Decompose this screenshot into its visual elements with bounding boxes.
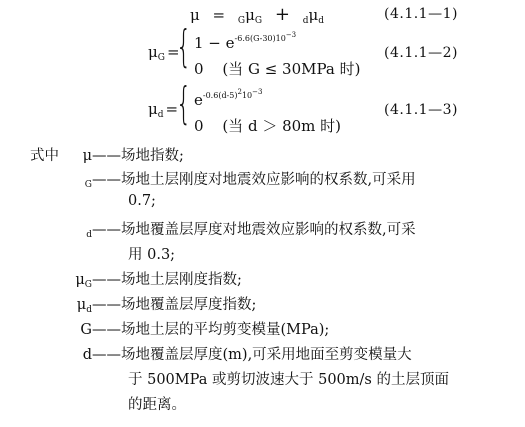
left-brace: {	[176, 21, 192, 72]
definition-row	[70, 343, 412, 364]
equation-2-case-2	[194, 58, 360, 79]
definition-text: ——场地土层刚度指数;	[92, 272, 242, 288]
equation-2-case-1	[194, 31, 296, 52]
definition-continuation: 用 0.3;	[128, 247, 176, 263]
equation-3-case-1	[194, 88, 262, 109]
definition-subscript: G	[84, 280, 92, 290]
definition-text: ——场地覆盖层厚度指数;	[92, 297, 257, 313]
weight-d-subscript: d	[302, 16, 309, 26]
definition-subscript: d	[86, 230, 92, 240]
definition-continuation: 的距离。	[128, 397, 186, 413]
definition-row	[70, 293, 256, 315]
mu-d-lhs: μ	[148, 100, 158, 118]
equals-sign: =	[165, 100, 179, 118]
mu-d-symbol: μ	[308, 6, 319, 24]
mu-g-symbol: μ	[245, 6, 255, 24]
case-1-expression: e	[194, 91, 203, 109]
definition-subscript: G	[84, 180, 92, 190]
definition-continuation: 于 500MPa 或剪切波速大于 500m/s 的土层顶面	[128, 372, 449, 388]
mu-g-lhs: μ	[148, 43, 158, 61]
definition-text: ——场地指数;	[92, 148, 184, 164]
definition-symbol: d	[82, 347, 92, 363]
equation-3-lhs	[148, 100, 178, 120]
equation-2-number: (4.1.1—2)	[384, 45, 458, 61]
definition-text: ——场地覆盖层厚度(m),可采用地面至剪变模量大	[92, 347, 412, 363]
definition-text: ——场地覆盖层厚度对地震效应影响的权系数,可采	[92, 222, 416, 238]
definition-row	[70, 318, 329, 339]
where-label: 式中	[30, 148, 59, 164]
mu-g-subscript: G	[254, 16, 263, 26]
case-1-exponent: -0.6(d-5)	[202, 91, 238, 100]
plus-sign: +	[274, 4, 290, 25]
equation-3-case-2	[194, 115, 341, 136]
weight-g-subscript: G	[237, 16, 246, 26]
equals-sign: =	[166, 43, 180, 61]
case-1-exponent-sup: −3	[285, 31, 297, 39]
definition-symbol: μ	[76, 297, 87, 313]
definition-text: ——场地土层刚度对地震效应影响的权系数,可采用	[92, 172, 416, 188]
definition-symbol: μ	[75, 272, 85, 288]
case-1-exponent-tail: 10	[241, 91, 253, 100]
mu-d-lhs-subscript: d	[157, 110, 164, 120]
mu-g-lhs-subscript: G	[157, 53, 165, 63]
equals-sign: =	[212, 6, 226, 24]
definition-subscript: d	[86, 305, 92, 315]
equation-3-number: (4.1.1—3)	[384, 102, 458, 118]
case-1-exponent-square: 2	[237, 88, 242, 96]
definition-continuation: 0.7;	[128, 193, 156, 209]
case-1-exponent: -6.6(G-30)10	[234, 34, 286, 43]
case-1-expression: 1 − e	[194, 34, 235, 52]
equation-1	[190, 4, 324, 26]
equation-2-lhs	[148, 43, 180, 63]
left-brace: {	[176, 78, 192, 129]
definition-text: ——场地土层的平均剪变模量(MPa);	[92, 322, 330, 338]
equation-1-number: (4.1.1—1)	[384, 6, 458, 22]
definition-row	[70, 218, 416, 240]
case-2-value: 0	[194, 60, 204, 78]
case-2-condition: (当 G ≤ 30MPa 时)	[222, 60, 361, 78]
definition-row	[70, 268, 242, 290]
definition-symbol: G	[80, 322, 92, 338]
definition-row	[70, 144, 184, 165]
mu-d-subscript: d	[318, 16, 324, 26]
definition-symbol: μ	[82, 148, 92, 164]
mu-symbol: μ	[190, 6, 200, 24]
case-1-exponent-sup: −3	[252, 88, 263, 96]
case-2-condition: (当 d ＞ 80m 时)	[222, 117, 342, 135]
definition-row	[70, 168, 416, 190]
case-2-value: 0	[194, 117, 204, 135]
